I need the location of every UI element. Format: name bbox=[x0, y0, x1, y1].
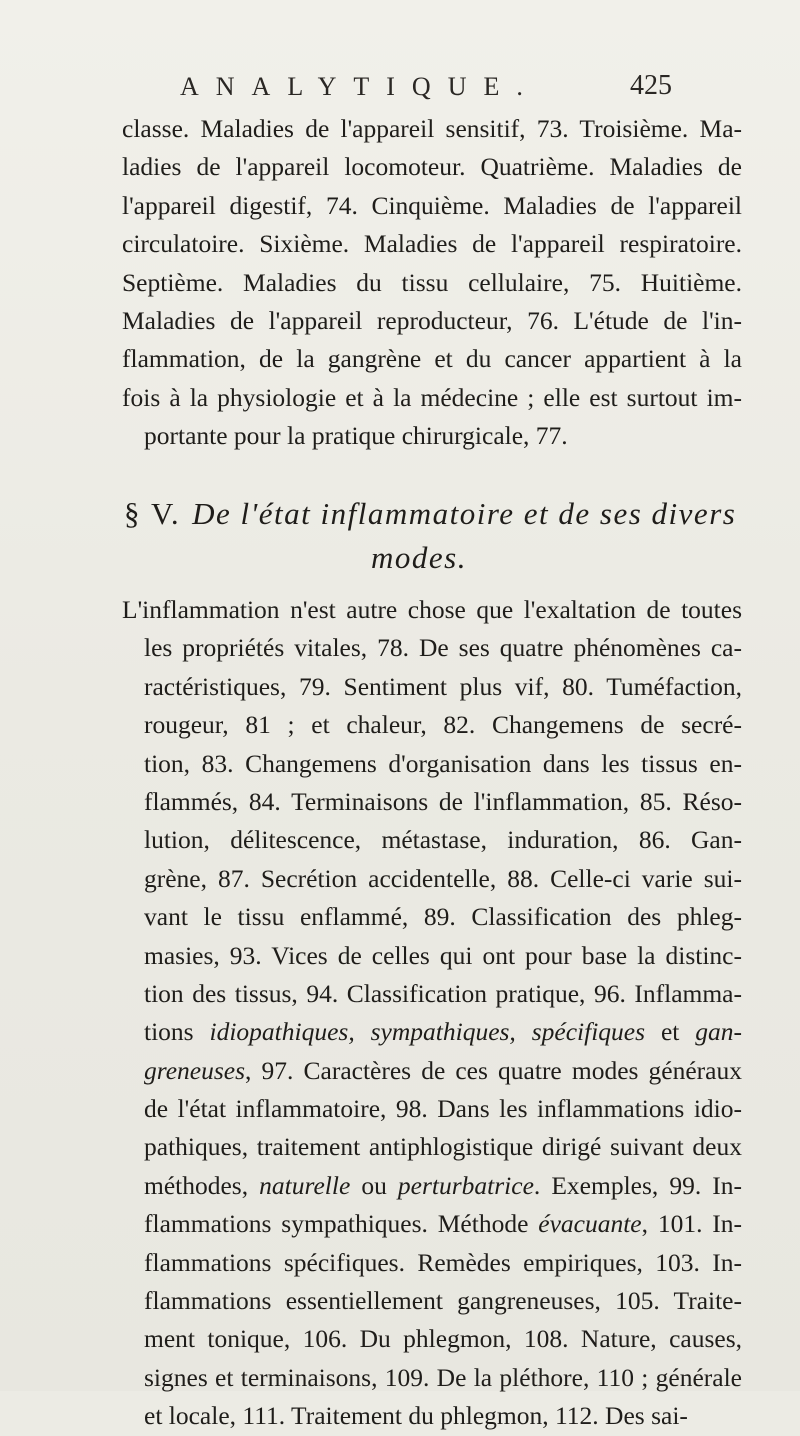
paragraph-1 bbox=[122, 110, 742, 456]
text-line bbox=[122, 1244, 742, 1282]
text-segment: flammés, 84. Terminaisons de l'inflammation, 85. Réso- bbox=[144, 786, 742, 816]
text-line bbox=[122, 975, 742, 1013]
section-heading-line-1 bbox=[124, 492, 744, 536]
text-line bbox=[122, 668, 742, 706]
text-segment: flammations essentiellement gangreneuses, 105. Traite- bbox=[144, 1286, 742, 1316]
text-line: portante pour la pratique chirurgicale, 77. bbox=[144, 421, 568, 451]
text-line: Maladies de l'appareil reproducteur, 76. L'étude de l'in- bbox=[122, 305, 742, 335]
italic-text: gan- bbox=[695, 1017, 742, 1047]
text-line: circulatoire. Sixième. Maladies de l'appareil respiratoire. bbox=[122, 229, 742, 259]
text-line bbox=[122, 1128, 742, 1166]
text-line bbox=[122, 1013, 742, 1051]
italic-text: perturbatrice bbox=[397, 1170, 534, 1200]
text-line bbox=[122, 1320, 742, 1358]
text-segment: flammations spécifiques. Remèdes empiriques, 103. In- bbox=[144, 1247, 742, 1277]
text-segment: et bbox=[645, 1017, 696, 1047]
text-segment: ractéristiques, 79. Sentiment plus vif, 80. Tuméfaction, bbox=[144, 671, 742, 701]
text-segment: ou bbox=[350, 1170, 398, 1200]
text-segment: vant le tissu enflammé, 89. Classification des phleg- bbox=[144, 902, 742, 932]
text-segment: signes et terminaisons, 109. De la pléthore, 110 ; générale bbox=[144, 1362, 742, 1392]
text-line: ladies de l'appareil locomoteur. Quatrième. Maladies de bbox=[122, 152, 742, 182]
text-line bbox=[122, 783, 742, 821]
text-segment: flammations sympathiques. Méthode bbox=[144, 1209, 539, 1239]
text-line bbox=[122, 898, 742, 936]
italic-text: naturelle bbox=[259, 1170, 351, 1200]
text-line bbox=[122, 1205, 742, 1243]
text-line bbox=[122, 1397, 742, 1435]
section-heading bbox=[124, 492, 744, 580]
text-segment: tion des tissus, 94. Classification pratique, 96. Inflamma- bbox=[144, 978, 742, 1008]
text-line bbox=[122, 860, 742, 898]
text-segment: , 101. In- bbox=[641, 1209, 743, 1239]
text-line bbox=[122, 1359, 742, 1397]
text-line bbox=[122, 1167, 742, 1205]
text-segment: rougeur, 81 ; et chaleur, 82. Changemens de secré- bbox=[144, 710, 742, 740]
text-line bbox=[122, 706, 742, 744]
section-heading-line-2 bbox=[124, 536, 744, 580]
text-segment: L'inflammation n'est autre chose que l'exaltation de toutes bbox=[122, 595, 742, 624]
page-number: 425 bbox=[630, 70, 672, 101]
text-segment: grène, 87. Secrétion accidentelle, 88. Celle-ci varie sui- bbox=[144, 863, 742, 893]
text-line bbox=[122, 937, 742, 975]
text-line bbox=[122, 821, 742, 859]
text-line bbox=[122, 629, 742, 667]
text-segment: ment tonique, 106. Du phlegmon, 108. Nature, causes, bbox=[144, 1324, 742, 1354]
text-line: Septième. Maladies du tissu cellulaire, 75. Huitième. bbox=[122, 267, 742, 297]
text-segment: et locale, 111. Traitement du phlegmon, 112. Des sai- bbox=[144, 1401, 688, 1431]
section-title-part-1: De l'état inflammatoire et de ses divers bbox=[192, 496, 737, 531]
text-segment: les propriétés vitales, 78. De ses quatre phénomènes ca- bbox=[144, 633, 742, 663]
text-line: fois à la physiologie et à la médecine ; elle est surtout im- bbox=[122, 382, 742, 412]
text-line bbox=[122, 1282, 742, 1320]
running-head bbox=[100, 70, 700, 106]
text-segment: méthodes, bbox=[144, 1170, 260, 1200]
section-mark: § bbox=[124, 496, 141, 531]
text-segment: . Exemples, 99. In- bbox=[533, 1170, 743, 1200]
italic-text: évacuante bbox=[538, 1209, 642, 1239]
section-title-part-2: modes. bbox=[371, 540, 467, 575]
text-line: flammation, de la gangrène et du cancer appartient à la bbox=[122, 344, 742, 374]
text-line bbox=[122, 745, 742, 783]
paragraph-2 bbox=[122, 591, 742, 1436]
text-line bbox=[122, 1052, 742, 1090]
text-line: l'appareil digestif, 74. Cinquième. Maladies de l'appareil bbox=[122, 190, 742, 220]
text-segment: tions bbox=[144, 1017, 210, 1047]
text-segment: de l'état inflammatoire, 98. Dans les inflammations idio- bbox=[144, 1094, 742, 1124]
text-segment: , 97. Caractères de ces quatre modes généraux bbox=[245, 1055, 742, 1085]
section-number: V. bbox=[151, 496, 181, 531]
text-line bbox=[122, 591, 742, 629]
text-line: classe. Maladies de l'appareil sensitif, 73. Troisième. Ma- bbox=[122, 114, 742, 143]
text-segment: pathiques, traitement antiphlogistique dirigé suivant deux bbox=[144, 1132, 742, 1162]
text-line bbox=[122, 1090, 742, 1128]
text-segment: tion, 83. Changemens d'organisation dans les tissus en- bbox=[144, 748, 742, 778]
italic-text: idiopathiques, sympathiques, spécifiques bbox=[209, 1017, 646, 1047]
text-segment: masies, 93. Vices de celles qui ont pour base la distinc- bbox=[144, 940, 742, 970]
running-title: ANALYTIQUE. bbox=[180, 72, 540, 101]
text-segment: lution, délitescence, métastase, induration, 86. Gan- bbox=[144, 825, 742, 855]
italic-text: greneuses bbox=[144, 1055, 246, 1085]
